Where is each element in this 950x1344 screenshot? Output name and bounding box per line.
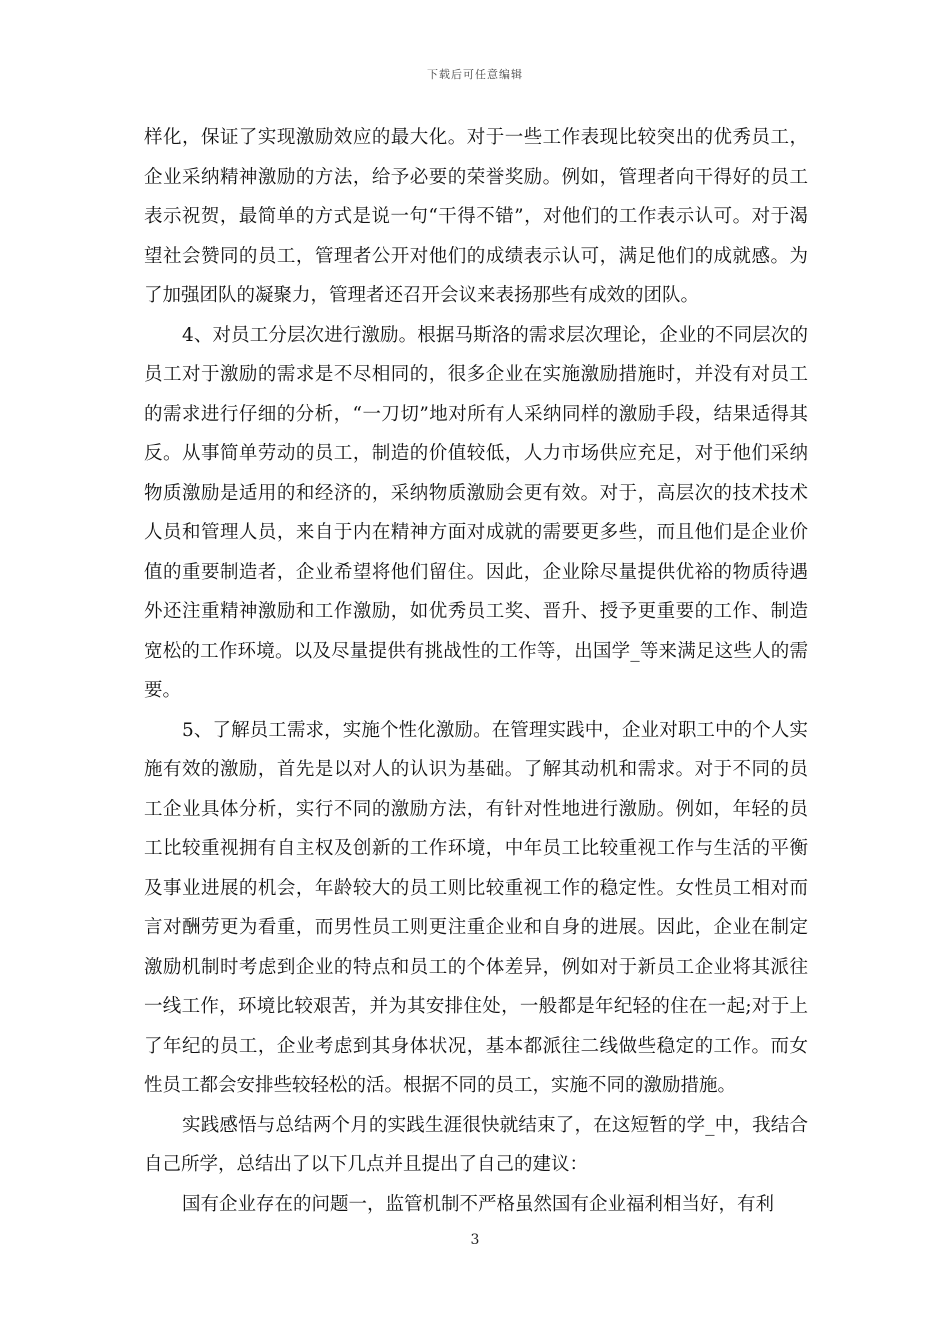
paragraph-1: 样化，保证了实现激励效应的最大化。对于一些工作表现比较突出的优秀员工，企业采纳精神激励的方法，给予必要的荣誉奖励。例如，管理者向干得好的员工表示祝贺，最简单的方式是说一句“干得不错”，对他们的工作表示认可。对于渴望社会赞同的员工，管理者公开对他们的成绩表示认可，满足他们的成就感。为了加强团队的凝聚力，管理者还召开会议来表扬那些有成效的团队。 [144,127,808,306]
paragraph-5: 国有企业存在的问题一，监管机制不严格虽然国有企业福利相当好，有利 [182,1193,775,1215]
page-number: 3 [470,1232,480,1248]
paragraph-3: 5、了解员工需求，实施个性化激励。在管理实践中，企业对职工中的个人实施有效的激励，首先是以对人的认识为基础。了解其动机和需求。对于不同的员工企业具体分析，实行不同的激励方法，有针对性地进行激励。例如，年轻的员工比较重视拥有自主权及创新的工作环境，中年员工比较重视工作与生活的平衡及事业进展的机会，年龄较大的员工则比较重视工作的稳定性。女性员工相对而言对酬劳更为看重，而男性员工则更注重企业和自身的进展。因此，企业在制定激励机制时考虑到企业的特点和员工的个体差异，例如对于新员工企业将其派往一线工作，环境比较艰苦，并为其安排住处，一般都是年纪轻的住在一起;对于上了年纪的员工，企业考虑到其身体状况，基本都派往二线做些稳定的工作。而女性员工都会安排些较轻松的活。根据不同的员工，实施不同的激励措施。 [144,719,808,1096]
paragraph-4: 实践感悟与总结两个月的实践生涯很快就结束了，在这短暂的学_中，我结合自己所学，总结出了以下几点并且提出了自己的建议： [144,1114,808,1175]
document-body [144,118,808,1224]
paragraph-2: 4、对员工分层次进行激励。根据马斯洛的需求层次理论，企业的不同层次的员工对于激励的需求是不尽相同的，很多企业在实施激励措施时，并没有对员工的需求进行仔细的分析，“一刀切”地对所有人采纳同样的激励手段，结果适得其反。从事简单劳动的员工，制造的价值较低，人力市场供应充足，对于他们采纳物质激励是适用的和经济的，采纳物质激励会更有效。对于，高层次的技术技术人员和管理人员，来自于内在精神方面对成就的需要更多些，而且他们是企业价值的重要制造者，企业希望将他们留住。因此，企业除尽量提供优裕的物质待遇外还注重精神激励和工作激励，如优秀员工奖、晋升、授予更重要的工作、制造宽松的工作环境。以及尽量提供有挑战性的工作等，出国学_等来满足这些人的需要。 [144,324,808,701]
page-header: 下载后可任意编辑 [427,68,523,81]
